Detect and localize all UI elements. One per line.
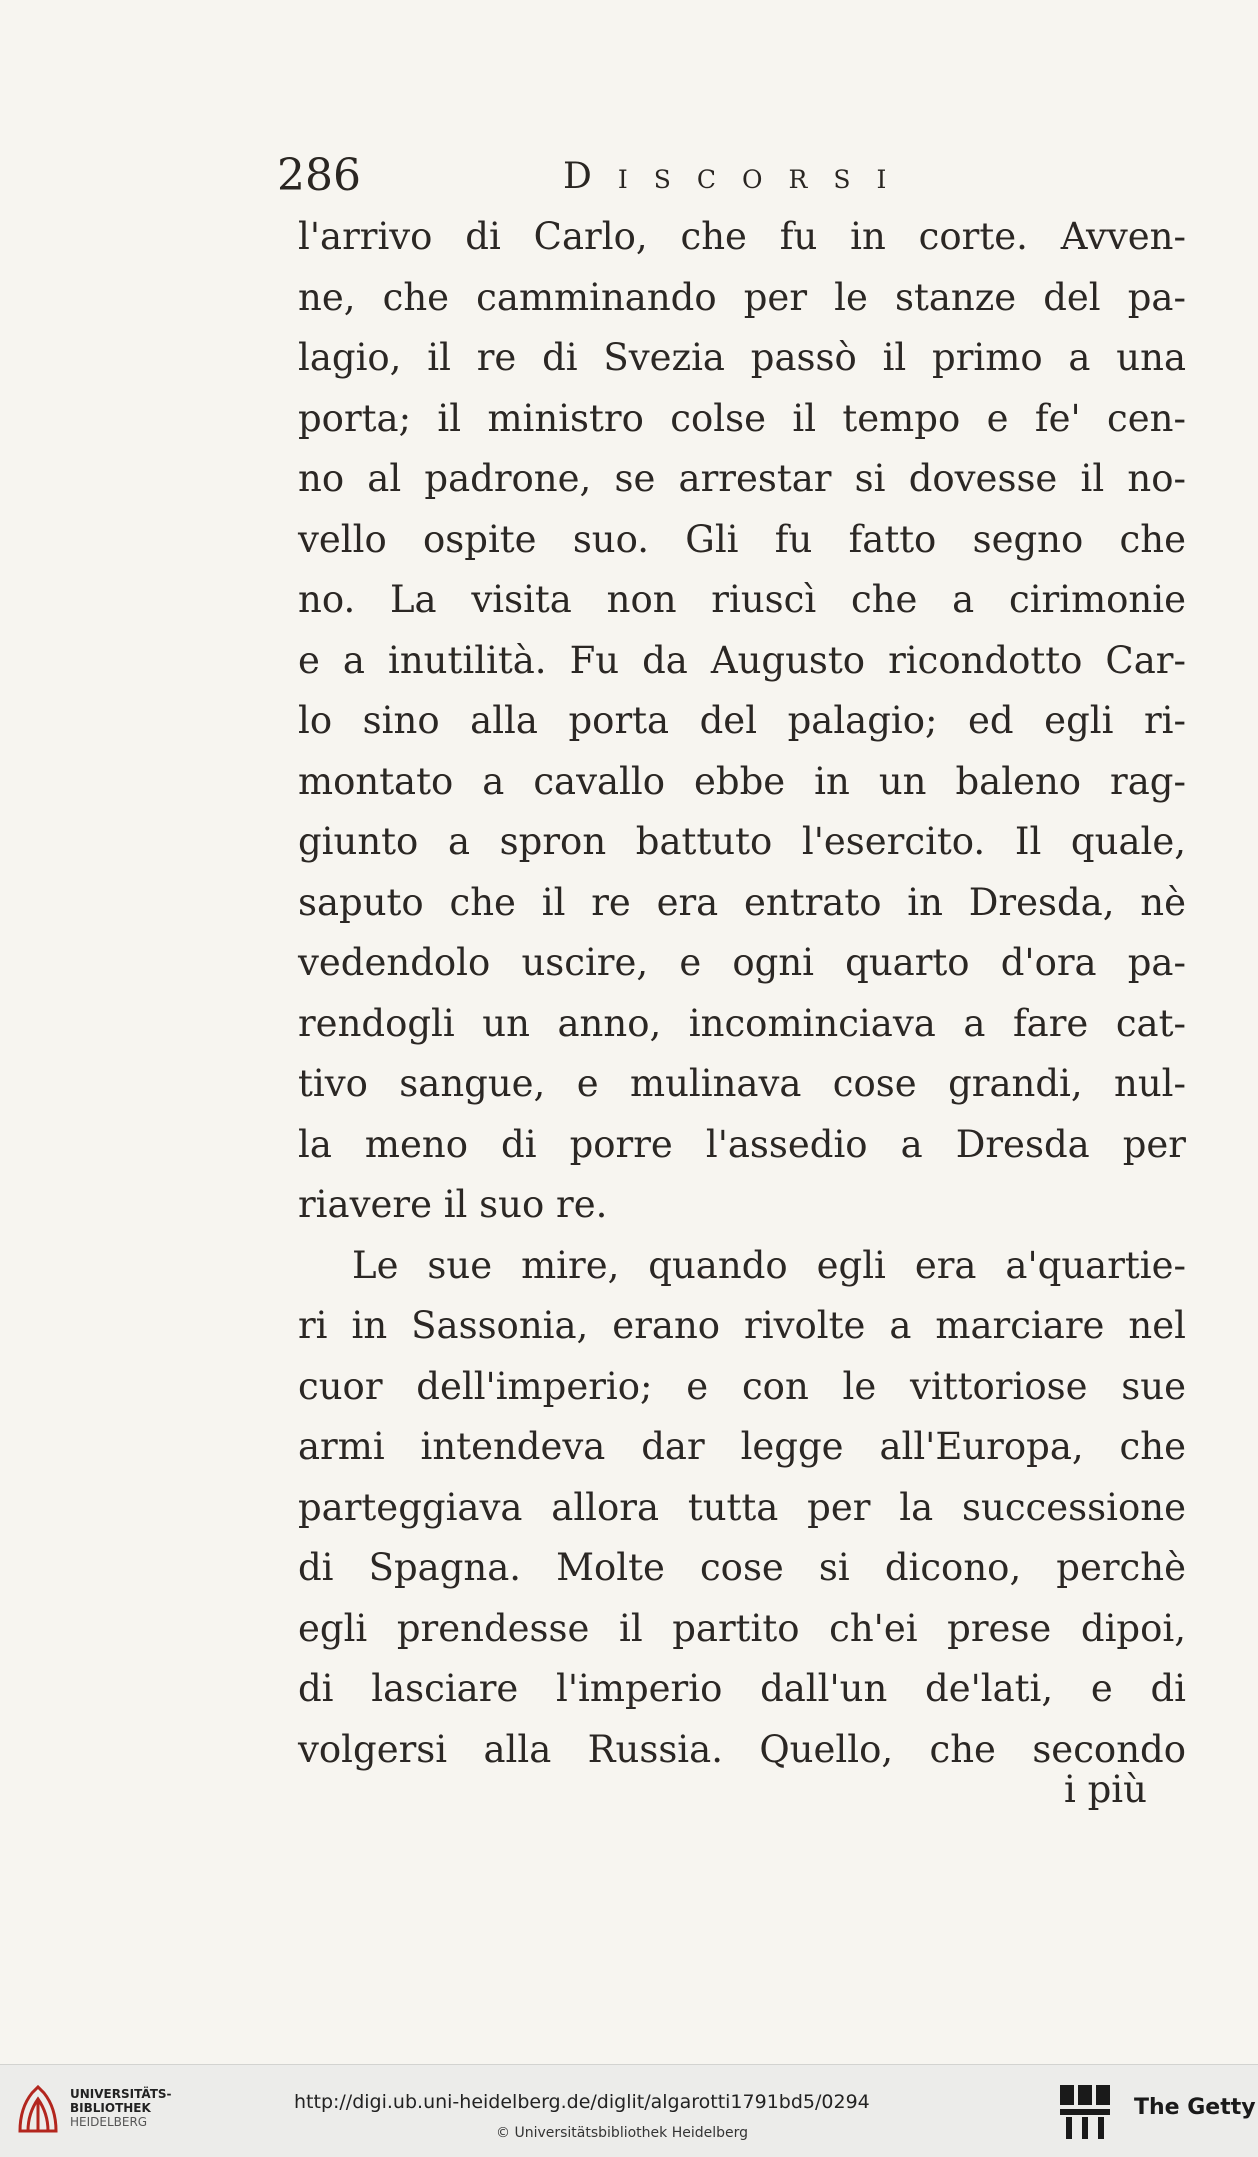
text-line: parteggiava allora tutta per la successione — [298, 1485, 1186, 1529]
text-line: ne, che camminando per le stanze del pa- — [298, 275, 1186, 319]
library-name — [70, 2087, 172, 2129]
getty-logo-icon — [1058, 2081, 1112, 2141]
text-line: vedendolo uscire, e ogni quarto d'ora pa- — [298, 941, 1186, 984]
text-line: lagio, il re di Svezia passò il primo a una — [298, 336, 1186, 379]
text-line: giunto a spron battuto l'esercito. Il quale, — [298, 820, 1186, 863]
text-line: egli prendesse il partito ch'ei prese dipoi, — [298, 1606, 1186, 1650]
text-line: riavere il suo re. — [298, 1183, 608, 1226]
text-line: tivo sangue, e mulinava cose grandi, nul- — [298, 1062, 1186, 1105]
text-line: vello ospite suo. Gli fu fatto segno che — [298, 517, 1186, 561]
text-line: armi intendeva dar legge all'Europa, che — [298, 1425, 1186, 1468]
text-block — [298, 207, 1186, 1780]
catchword: i più — [1064, 1768, 1147, 1811]
text-line: la meno di porre l'assedio a Dresda per — [298, 1122, 1186, 1166]
text-line: lo sino alla porta del palagio; ed egli ri- — [298, 699, 1186, 742]
copyright-notice: © Universitätsbibliothek Heidelberg — [496, 2125, 749, 2141]
text-line: cuor dell'imperio; e con le vittoriose sue — [298, 1364, 1186, 1408]
text-line: di lasciare l'imperio dall'un de'lati, e di — [298, 1667, 1186, 1710]
running-head — [277, 148, 927, 208]
university-library-logo-icon — [14, 2085, 62, 2137]
text-line: porta; il ministro colse il tempo e fe' cen- — [298, 396, 1186, 440]
permalink-url[interactable]: http://digi.ub.uni-heidelberg.de/diglit/algarotti1791bd5/0294 — [294, 2091, 870, 2113]
footer-bar — [0, 2064, 1258, 2157]
text-line: volgersi alla Russia. Quello, che secondo — [298, 1727, 1186, 1771]
library-name-line: BIBLIOTHEK — [70, 2101, 151, 2115]
text-line: montato a cavallo ebbe in un baleno rag- — [298, 759, 1186, 803]
library-name-line: UNIVERSITÄTS- — [70, 2087, 172, 2101]
text-line: l'arrivo di Carlo, che fu in corte. Avven- — [298, 215, 1186, 258]
sponsor-name: The Getty — [1134, 2095, 1256, 2120]
text-line: ri in Sassonia, erano rivolte a marciare nel — [298, 1304, 1186, 1347]
text-line: rendogli un anno, incominciava a fare cat- — [298, 1001, 1186, 1045]
text-line: no al padrone, se arrestar si dovesse il no- — [298, 457, 1186, 500]
library-name-line: HEIDELBERG — [70, 2115, 148, 2129]
text-line: e a inutilità. Fu da Augusto ricondotto Car- — [298, 638, 1186, 682]
section-title: Discorsi — [563, 156, 913, 197]
text-line: no. La visita non riuscì che a cirimonie — [298, 578, 1186, 621]
text-line: Le sue mire, quando egli era a'quartie- — [352, 1243, 1186, 1287]
text-line: saputo che il re era entrato in Dresda, nè — [298, 880, 1186, 924]
page-number: 286 — [277, 150, 361, 201]
text-line: di Spagna. Molte cose si dicono, perchè — [298, 1546, 1186, 1589]
